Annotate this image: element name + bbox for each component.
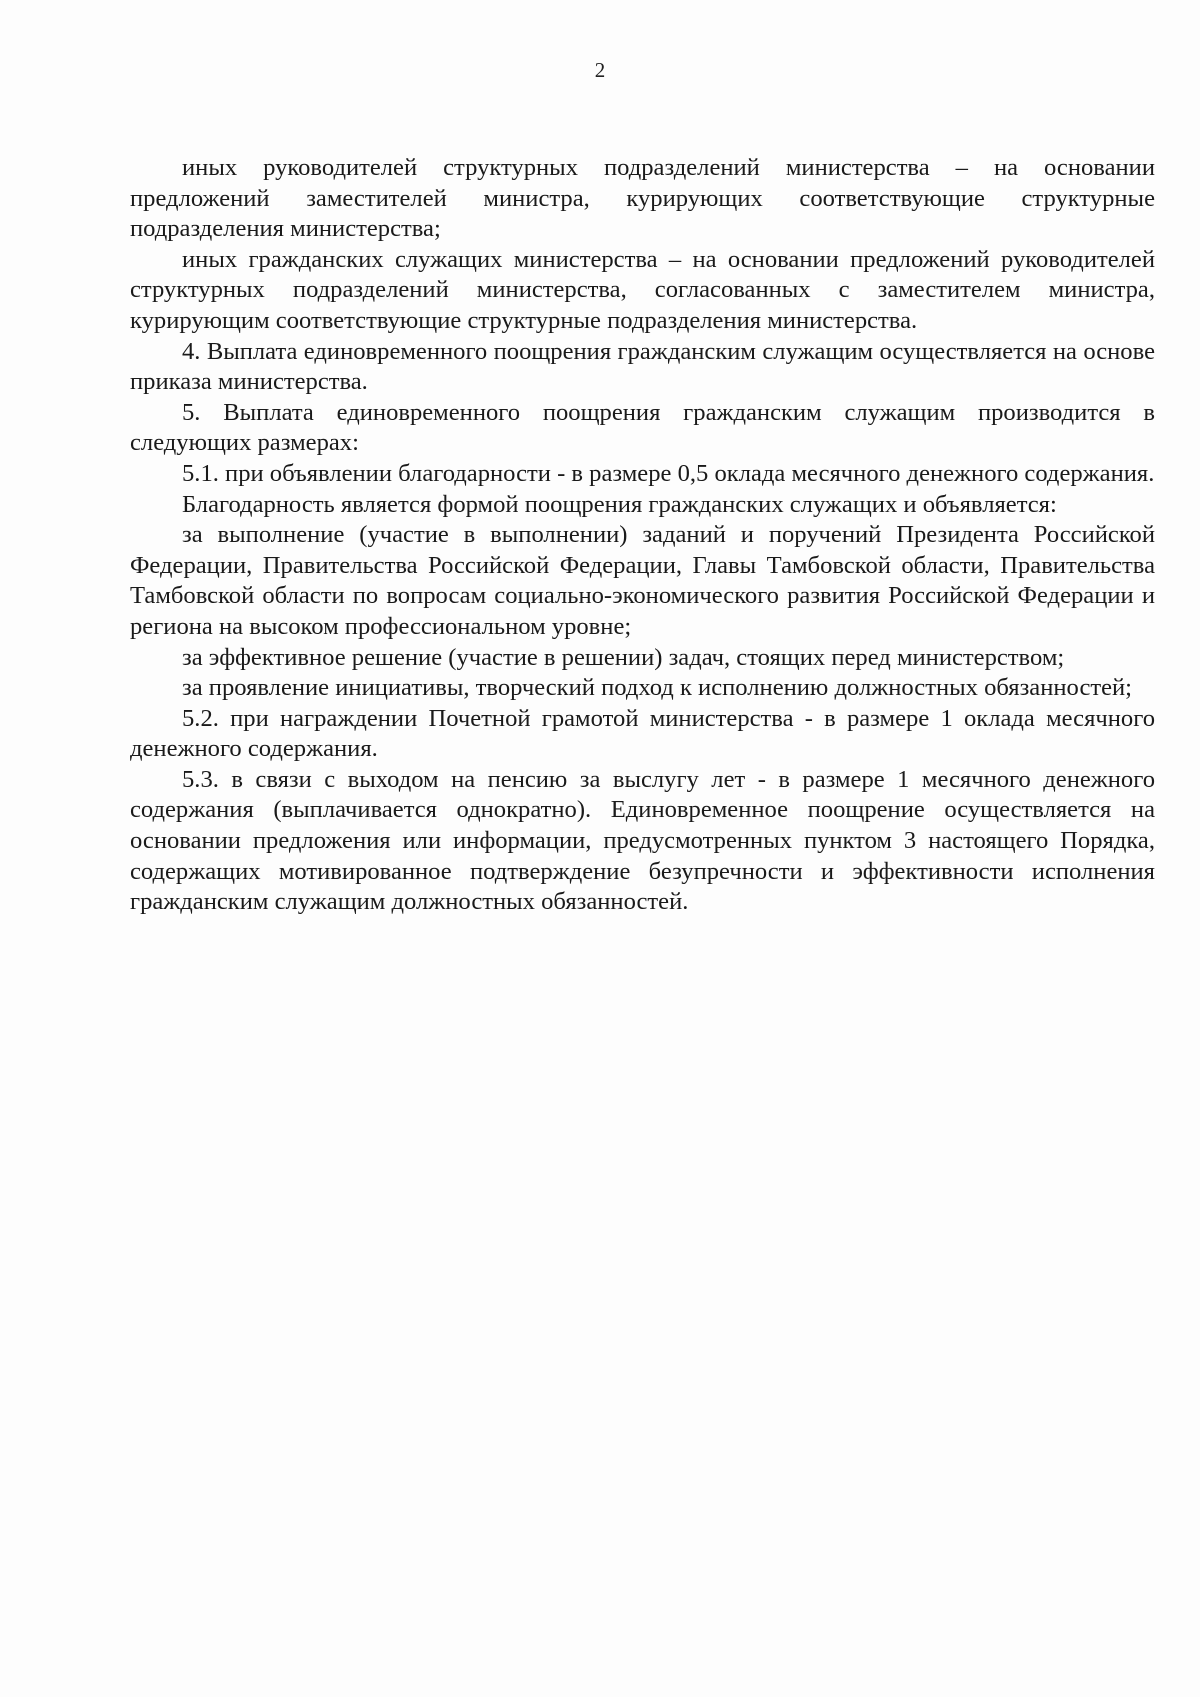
paragraph: 5.2. при награждении Почетной грамотой министерства - в размере 1 оклада месячного денежного содержания.	[130, 704, 1155, 763]
paragraph: за эффективное решение (участие в решении) задач, стоящих перед министерством;	[182, 643, 1065, 671]
paragraph: иных руководителей структурных подразделений министерства – на основании предложений заместителей министра, курирующих соответствующие структурные подразделения министерства;	[130, 154, 1155, 243]
paragraph: за проявление инициативы, творческий подход к исполнению должностных обязанностей;	[182, 674, 1133, 702]
page-number: 2	[594, 58, 606, 82]
paragraph: 5.3. в связи с выходом на пенсию за выслугу лет - в размере 1 месячного денежного содержания (выплачивается однократно). Единовременное поощрение осуществляется на основании предложения или информации, предусмотренных пунктом 3 настоящего Порядка, содержащих мотивированное подтверждение безупречности и эффективности исполнения гражданским служащим должностных обязанностей.	[130, 765, 1155, 916]
paragraph: 5.1. при объявлении благодарности - в размере 0,5 оклада месячного денежного содержания.	[182, 459, 1155, 487]
paragraph: 5. Выплата единовременного поощрения гражданским служащим производится в следующих размерах:	[130, 398, 1155, 457]
paragraph: Благодарность является формой поощрения гражданских служащих и объявляется:	[182, 490, 1057, 518]
paragraph: 4. Выплата единовременного поощрения гражданским служащим осуществляется на основе приказа министерства.	[130, 337, 1155, 396]
document-body	[130, 153, 1155, 918]
paragraph: иных гражданских служащих министерства – на основании предложений руководителей структурных подразделений министерства, согласованных с заместителем министра, курирующим соответствующие структурные подразделения министерства.	[130, 245, 1155, 334]
paragraph: за выполнение (участие в выполнении) заданий и поручений Президента Российской Федерации, Правительства Российской Федерации, Главы Тамбовской области, Правительства Тамбовской области по вопросам социально-экономического развития Российской Федерации и региона на высоком профессиональном уровне;	[130, 521, 1155, 640]
